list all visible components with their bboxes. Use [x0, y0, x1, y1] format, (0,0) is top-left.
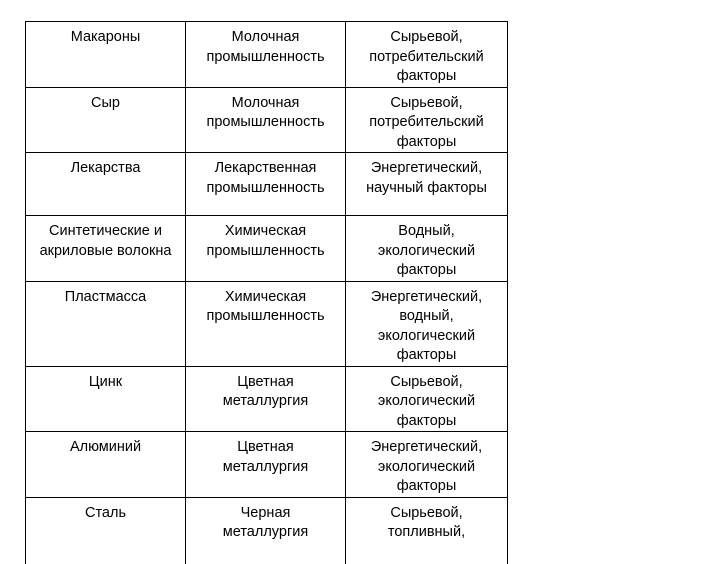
factors-cell: Сырьевой, топливный, — [346, 497, 508, 564]
industry-factors-table — [25, 21, 508, 564]
factors-cell: Энергетический, водный, экологический факторы — [346, 281, 508, 366]
industry-cell: Химическая промышленность — [186, 281, 346, 366]
factors-cell: Водный, экологический факторы — [346, 216, 508, 282]
product-cell: Цинк — [26, 366, 186, 432]
industry-cell: Цветная металлургия — [186, 366, 346, 432]
table-row — [26, 87, 508, 153]
table-row — [26, 216, 508, 282]
industry-cell: Цветная металлургия — [186, 432, 346, 498]
table-row — [26, 432, 508, 498]
factors-cell: Энергетический, экологический факторы — [346, 432, 508, 498]
industry-cell: Лекарственная промышленность — [186, 153, 346, 216]
industry-factors-table-container — [25, 21, 507, 564]
table-row — [26, 153, 508, 216]
table-row — [26, 366, 508, 432]
factors-cell: Сырьевой, экологический факторы — [346, 366, 508, 432]
product-cell: Сталь — [26, 497, 186, 564]
factors-cell: Энергетический, научный факторы — [346, 153, 508, 216]
table-row — [26, 497, 508, 564]
product-cell: Синтетические и акриловые волокна — [26, 216, 186, 282]
product-cell: Сыр — [26, 87, 186, 153]
table-row — [26, 281, 508, 366]
industry-cell: Молочная промышленность — [186, 87, 346, 153]
industry-cell: Химическая промышленность — [186, 216, 346, 282]
product-cell: Макароны — [26, 22, 186, 88]
product-cell: Лекарства — [26, 153, 186, 216]
factors-cell: Сырьевой, потребительский факторы — [346, 87, 508, 153]
industry-cell: Черная металлургия — [186, 497, 346, 564]
table-row — [26, 22, 508, 88]
product-cell: Алюминий — [26, 432, 186, 498]
industry-cell: Молочная промышленность — [186, 22, 346, 88]
product-cell: Пластмасса — [26, 281, 186, 366]
factors-cell: Сырьевой, потребительский факторы — [346, 22, 508, 88]
